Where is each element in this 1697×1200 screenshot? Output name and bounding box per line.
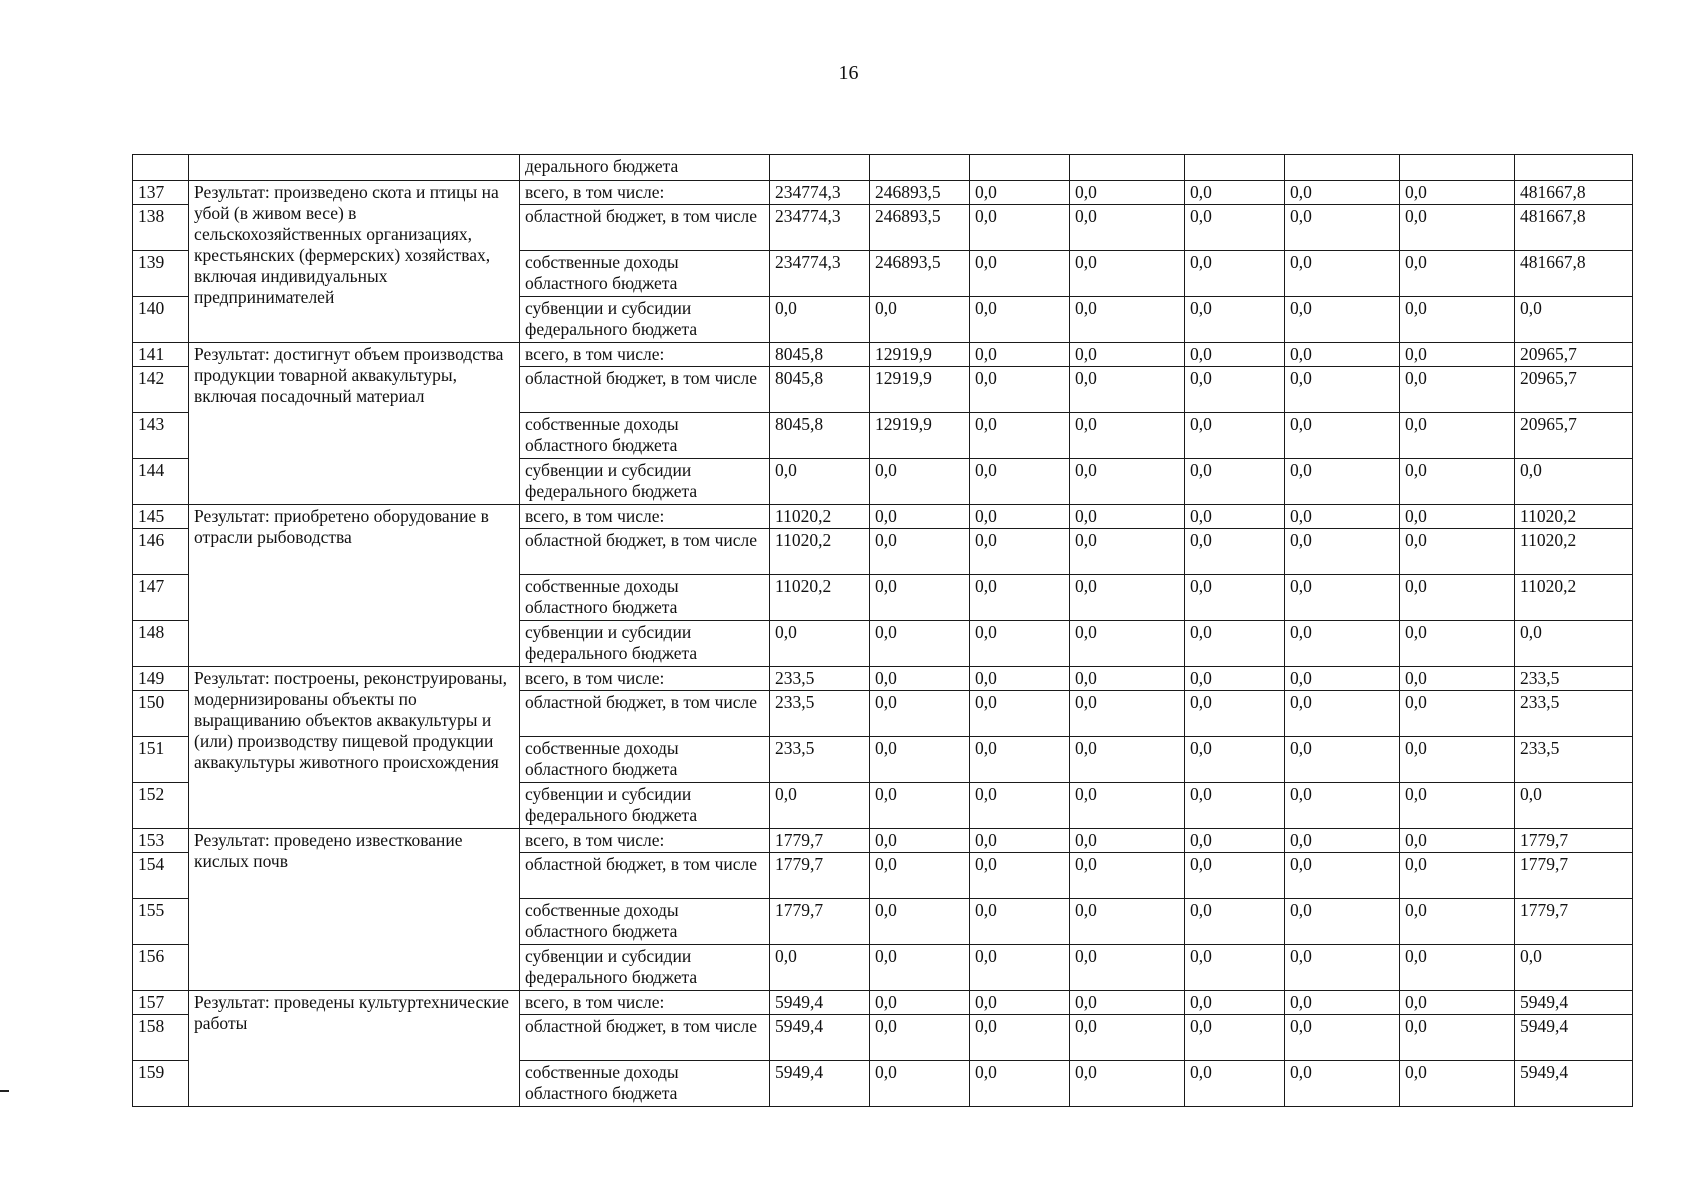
value-cell: 0,0 [970,899,1070,945]
value-cell: 1779,7 [1515,899,1633,945]
value-cell: 0,0 [1070,413,1185,459]
value-cell: 0,0 [1185,367,1285,413]
value-cell: 0,0 [1070,853,1185,899]
value-cell: 1779,7 [770,829,870,853]
value-cell: 0,0 [1285,1015,1400,1061]
value-cell: 0,0 [870,621,970,667]
value-cell: 0,0 [970,343,1070,367]
value-cell: 0,0 [970,575,1070,621]
value-cell: 0,0 [1285,505,1400,529]
value-cell: 0,0 [1400,1061,1515,1107]
value-cell: 0,0 [1285,991,1400,1015]
value-cell: 0,0 [970,205,1070,251]
value-cell: 0,0 [770,783,870,829]
row-number-cell: 154 [133,853,189,899]
value-cell: 246893,5 [870,181,970,205]
value-cell: 233,5 [1515,667,1633,691]
value-cell: 5949,4 [770,1061,870,1107]
value-cell: 0,0 [1185,991,1285,1015]
value-cell: 233,5 [1515,691,1633,737]
value-cell: 0,0 [970,181,1070,205]
value-cell: 0,0 [1185,1061,1285,1107]
value-cell: 246893,5 [870,251,970,297]
value-cell: 0,0 [970,529,1070,575]
value-cell: 0,0 [870,459,970,505]
row-number-cell: 149 [133,667,189,691]
value-cell [1070,155,1185,181]
value-cell: 1779,7 [770,853,870,899]
value-cell: 0,0 [1185,343,1285,367]
value-cell: 0,0 [970,505,1070,529]
value-cell: 0,0 [970,251,1070,297]
value-cell: 0,0 [1400,737,1515,783]
funding-source-cell: субвенции и субсидии федерального бюджета [520,945,770,991]
value-cell: 20965,7 [1515,413,1633,459]
value-cell: 0,0 [1285,945,1400,991]
value-cell: 0,0 [870,991,970,1015]
row-number-cell: 141 [133,343,189,367]
value-cell: 0,0 [770,945,870,991]
value-cell: 0,0 [870,945,970,991]
value-cell: 0,0 [1070,575,1185,621]
value-cell: 0,0 [1070,991,1185,1015]
value-cell: 0,0 [1515,945,1633,991]
value-cell: 0,0 [970,853,1070,899]
funding-source-cell: субвенции и субсидии федерального бюджета [520,459,770,505]
result-description-cell: Результат: проведены культуртехнические работы [189,991,520,1107]
value-cell [770,155,870,181]
value-cell: 0,0 [1285,1061,1400,1107]
table-row [133,829,1633,853]
row-number-cell: 138 [133,205,189,251]
row-number-cell: 146 [133,529,189,575]
value-cell: 0,0 [970,1015,1070,1061]
value-cell: 0,0 [1070,529,1185,575]
value-cell: 0,0 [870,691,970,737]
funding-source-cell: субвенции и субсидии федерального бюджета [520,783,770,829]
value-cell: 481667,8 [1515,251,1633,297]
value-cell: 0,0 [1185,783,1285,829]
value-cell: 0,0 [1515,783,1633,829]
value-cell: 0,0 [1400,691,1515,737]
value-cell: 0,0 [1400,343,1515,367]
value-cell: 0,0 [1070,899,1185,945]
value-cell [1515,155,1633,181]
margin-mark [0,1090,9,1092]
value-cell: 0,0 [970,1061,1070,1107]
value-cell: 0,0 [970,413,1070,459]
value-cell: 0,0 [1070,251,1185,297]
value-cell: 0,0 [1185,1015,1285,1061]
value-cell: 0,0 [1185,297,1285,343]
table-row [133,181,1633,205]
table-body [133,155,1633,1107]
value-cell: 0,0 [1185,853,1285,899]
value-cell: 0,0 [1185,899,1285,945]
row-number-cell: 159 [133,1061,189,1107]
value-cell: 0,0 [970,459,1070,505]
value-cell: 12919,9 [870,367,970,413]
value-cell: 0,0 [1400,1015,1515,1061]
value-cell: 0,0 [1285,343,1400,367]
value-cell: 0,0 [970,367,1070,413]
value-cell: 5949,4 [770,991,870,1015]
value-cell: 0,0 [1400,205,1515,251]
value-cell: 0,0 [1285,413,1400,459]
value-cell: 0,0 [1185,575,1285,621]
value-cell: 233,5 [770,691,870,737]
value-cell: 5949,4 [1515,991,1633,1015]
value-cell: 0,0 [1070,181,1185,205]
value-cell: 0,0 [1400,251,1515,297]
value-cell: 0,0 [970,297,1070,343]
value-cell: 234774,3 [770,251,870,297]
value-cell: 0,0 [1070,829,1185,853]
value-cell: 11020,2 [1515,575,1633,621]
value-cell: 8045,8 [770,367,870,413]
value-cell: 0,0 [1070,297,1185,343]
value-cell: 0,0 [970,829,1070,853]
row-number-cell: 145 [133,505,189,529]
value-cell: 0,0 [1070,621,1185,667]
value-cell [1400,155,1515,181]
funding-source-cell: субвенции и субсидии федерального бюджета [520,297,770,343]
row-number-cell: 156 [133,945,189,991]
value-cell: 0,0 [870,1061,970,1107]
continuation-row [133,155,1633,181]
value-cell: 0,0 [1285,621,1400,667]
funding-source-cell: всего, в том числе: [520,505,770,529]
value-cell: 0,0 [1400,505,1515,529]
result-description-cell: Результат: построены, реконструированы, модернизированы объекты по выращиванию объектов аквакультуры и (или) производству пищевой продукции аквакультуры животного происхождения [189,667,520,829]
value-cell: 481667,8 [1515,205,1633,251]
value-cell: 0,0 [1070,343,1185,367]
value-cell: 0,0 [1400,621,1515,667]
value-cell: 0,0 [1185,737,1285,783]
row-number-cell: 137 [133,181,189,205]
funding-source-cell: всего, в том числе: [520,181,770,205]
funding-source-cell: собственные доходы областного бюджета [520,737,770,783]
row-number-cell: 147 [133,575,189,621]
page-number: 16 [838,62,859,84]
value-cell: 0,0 [970,945,1070,991]
value-cell: 234774,3 [770,181,870,205]
value-cell: 0,0 [970,783,1070,829]
table-row [133,991,1633,1015]
value-cell: 0,0 [1070,783,1185,829]
value-cell: 0,0 [1185,205,1285,251]
value-cell: 1779,7 [1515,829,1633,853]
funding-source-cell: всего, в том числе: [520,667,770,691]
row-number-cell: 151 [133,737,189,783]
funding-source-cell: собственные доходы областного бюджета [520,899,770,945]
row-number-cell: 153 [133,829,189,853]
value-cell: 0,0 [1285,783,1400,829]
value-cell: 0,0 [1070,367,1185,413]
value-cell: 0,0 [770,621,870,667]
value-cell: 0,0 [1515,459,1633,505]
value-cell: 0,0 [770,297,870,343]
value-cell: 0,0 [1070,505,1185,529]
row-number-cell: 144 [133,459,189,505]
value-cell: 0,0 [870,1015,970,1061]
value-cell: 0,0 [1070,1061,1185,1107]
value-cell: 0,0 [1400,899,1515,945]
funding-source-cell: субвенции и субсидии федерального бюджета [520,621,770,667]
value-cell [970,155,1070,181]
result-cell [189,155,520,181]
value-cell: 0,0 [1400,297,1515,343]
value-cell: 0,0 [870,737,970,783]
value-cell: 0,0 [870,529,970,575]
value-cell: 0,0 [1400,991,1515,1015]
value-cell: 0,0 [870,297,970,343]
value-cell: 0,0 [1285,853,1400,899]
value-cell: 0,0 [970,621,1070,667]
table-row [133,343,1633,367]
value-cell [1285,155,1400,181]
table-row [133,505,1633,529]
row-number-cell: 143 [133,413,189,459]
value-cell: 0,0 [1070,691,1185,737]
value-cell: 11020,2 [770,505,870,529]
value-cell: 0,0 [1185,667,1285,691]
funding-source-cell: всего, в том числе: [520,829,770,853]
budget-table [132,154,1633,1107]
value-cell: 8045,8 [770,343,870,367]
value-cell: 0,0 [1515,621,1633,667]
value-cell: 234774,3 [770,205,870,251]
value-cell: 11020,2 [1515,529,1633,575]
row-number-cell [133,155,189,181]
result-description-cell: Результат: достигнут объем производства продукции товарной аквакультуры, включая посадочный материал [189,343,520,505]
value-cell: 0,0 [1515,297,1633,343]
value-cell: 0,0 [1185,945,1285,991]
funding-source-cell: областной бюджет, в том числе [520,367,770,413]
value-cell: 0,0 [1400,829,1515,853]
value-cell: 0,0 [1185,181,1285,205]
row-number-cell: 158 [133,1015,189,1061]
value-cell: 0,0 [970,737,1070,783]
value-cell: 233,5 [770,667,870,691]
value-cell: 0,0 [1285,529,1400,575]
result-description-cell: Результат: проведено известкование кислых почв [189,829,520,991]
value-cell: 5949,4 [770,1015,870,1061]
row-number-cell: 139 [133,251,189,297]
value-cell: 0,0 [1285,297,1400,343]
value-cell: 11020,2 [1515,505,1633,529]
value-cell: 0,0 [1400,783,1515,829]
value-cell: 0,0 [1285,899,1400,945]
value-cell: 0,0 [1185,459,1285,505]
value-cell: 0,0 [1285,367,1400,413]
funding-source-cell: собственные доходы областного бюджета [520,251,770,297]
value-cell: 8045,8 [770,413,870,459]
value-cell: 0,0 [870,829,970,853]
value-cell: 0,0 [870,575,970,621]
value-cell [870,155,970,181]
value-cell: 0,0 [1285,737,1400,783]
value-cell: 0,0 [1070,945,1185,991]
result-description-cell: Результат: произведено скота и птицы на убой (в живом весе) в сельскохозяйственных организациях, крестьянских (фермерских) хозяйствах, включая индивидуальных предпринимателей [189,181,520,343]
value-cell: 0,0 [1400,575,1515,621]
value-cell: 0,0 [1400,945,1515,991]
value-cell: 0,0 [1185,529,1285,575]
value-cell: 0,0 [1070,1015,1185,1061]
funding-source-cell: всего, в том числе: [520,343,770,367]
value-cell: 0,0 [970,667,1070,691]
funding-source-cell: собственные доходы областного бюджета [520,1061,770,1107]
value-cell: 0,0 [1400,529,1515,575]
value-cell: 0,0 [970,991,1070,1015]
value-cell: 0,0 [1400,367,1515,413]
value-cell: 0,0 [870,783,970,829]
value-cell: 12919,9 [870,343,970,367]
row-number-cell: 142 [133,367,189,413]
value-cell: 246893,5 [870,205,970,251]
value-cell: 0,0 [1070,667,1185,691]
row-number-cell: 140 [133,297,189,343]
value-cell: 0,0 [1400,413,1515,459]
value-cell: 0,0 [870,505,970,529]
value-cell: 12919,9 [870,413,970,459]
value-cell: 0,0 [1285,575,1400,621]
value-cell: 0,0 [1070,737,1185,783]
value-cell: 0,0 [1400,667,1515,691]
value-cell: 0,0 [1070,459,1185,505]
row-number-cell: 148 [133,621,189,667]
value-cell: 0,0 [770,459,870,505]
funding-source-cell: областной бюджет, в том числе [520,205,770,251]
value-cell: 233,5 [1515,737,1633,783]
value-cell: 0,0 [970,691,1070,737]
value-cell: 0,0 [1185,691,1285,737]
value-cell: 0,0 [1185,251,1285,297]
value-cell: 0,0 [870,853,970,899]
value-cell: 0,0 [1185,621,1285,667]
value-cell: 0,0 [1285,181,1400,205]
value-cell: 0,0 [870,899,970,945]
row-number-cell: 152 [133,783,189,829]
funding-source-cell: областной бюджет, в том числе [520,853,770,899]
value-cell: 11020,2 [770,575,870,621]
value-cell: 0,0 [1400,181,1515,205]
funding-source-cell: собственные доходы областного бюджета [520,413,770,459]
value-cell: 0,0 [1285,251,1400,297]
value-cell: 1779,7 [1515,853,1633,899]
value-cell: 0,0 [1400,853,1515,899]
value-cell: 0,0 [1285,205,1400,251]
funding-source-cell: областной бюджет, в том числе [520,1015,770,1061]
value-cell: 0,0 [1285,691,1400,737]
value-cell: 481667,8 [1515,181,1633,205]
funding-source-cell: областной бюджет, в том числе [520,529,770,575]
table-row [133,667,1633,691]
funding-source-cell: собственные доходы областного бюджета [520,575,770,621]
funding-source-cell: областной бюджет, в том числе [520,691,770,737]
value-cell: 0,0 [1185,505,1285,529]
row-number-cell: 157 [133,991,189,1015]
value-cell: 5949,4 [1515,1015,1633,1061]
funding-source-cell: всего, в том числе: [520,991,770,1015]
value-cell: 233,5 [770,737,870,783]
value-cell: 11020,2 [770,529,870,575]
row-number-cell: 150 [133,691,189,737]
value-cell: 0,0 [1185,413,1285,459]
value-cell: 0,0 [870,667,970,691]
value-cell: 0,0 [1070,205,1185,251]
value-cell [1185,155,1285,181]
row-number-cell: 155 [133,899,189,945]
value-cell: 20965,7 [1515,367,1633,413]
value-cell: 1779,7 [770,899,870,945]
value-cell: 0,0 [1285,667,1400,691]
value-cell: 0,0 [1185,829,1285,853]
value-cell: 0,0 [1285,459,1400,505]
value-cell: 0,0 [1285,829,1400,853]
funding-source-cell: дерального бюджета [520,155,770,181]
result-description-cell: Результат: приобретено оборудование в отрасли рыбоводства [189,505,520,667]
value-cell: 20965,7 [1515,343,1633,367]
value-cell: 0,0 [1400,459,1515,505]
value-cell: 5949,4 [1515,1061,1633,1107]
